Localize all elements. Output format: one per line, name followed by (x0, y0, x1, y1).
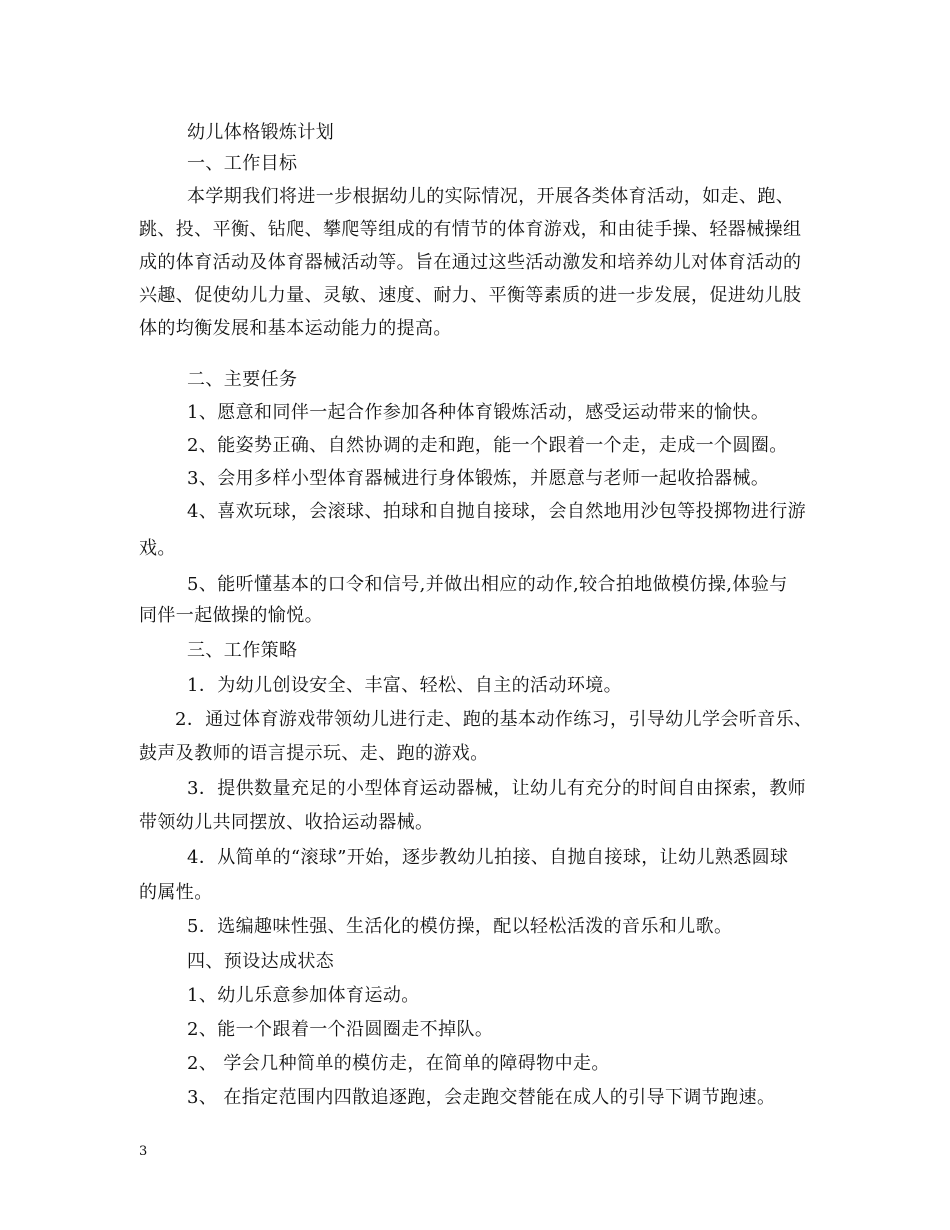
paragraph-line: 本学期我们将进一步根据幼儿的实际情况，开展各类体育活动，如走、跑、 (187, 186, 795, 207)
list-item: 3、会用多样小型体育器械进行身体锻炼，并愿意与老师一起收拾器械。 (187, 468, 770, 489)
list-item: 1．为幼儿创设安全、丰富、轻松、自主的活动环境。 (187, 675, 623, 696)
list-item: 1、幼儿乐意参加体育运动。 (187, 985, 420, 1006)
section-heading-outcomes: 四、预设达成状态 (187, 951, 335, 972)
paragraph-line: 体的均衡发展和基本运动能力的提高。 (139, 318, 452, 339)
list-item: 3．提供数量充足的小型体育运动器械，让幼儿有充分的时间自由探索，教师 (187, 778, 807, 799)
list-item: 4、喜欢玩球，会滚球、拍球和自抛自接球，会自然地用沙包等投掷物进行游 (187, 501, 807, 522)
list-item-continuation: 戏。 (139, 538, 176, 559)
section-heading-goals: 一、工作目标 (187, 153, 298, 174)
paragraph-line: 兴趣、促使幼儿力量、灵敏、速度、耐力、平衡等素质的进一步发展，促进幼儿肢 (139, 285, 802, 306)
section-heading-tasks: 二、主要任务 (187, 369, 298, 390)
list-item: 2、能一个跟着一个沿圆圈走不掉队。 (187, 1019, 494, 1040)
list-item-continuation: 的属性。 (139, 882, 213, 903)
list-item: 2、 学会几种简单的模仿走，在简单的障碍物中走。 (187, 1053, 610, 1074)
list-item-continuation: 同伴一起做操的愉悦。 (139, 605, 323, 626)
list-item: 2．通过体育游戏带领幼儿进行走、跑的基本动作练习，引导幼儿学会听音乐、 (175, 709, 813, 730)
document-title: 幼儿体格锻炼计划 (187, 122, 335, 143)
list-item: 5、能听懂基本的口令和信号,并做出相应的动作,较合拍地做模仿操,体验与 (187, 574, 788, 595)
list-item: 1、愿意和同伴一起合作参加各种体育锻炼活动，感受运动带来的愉快。 (187, 402, 770, 423)
list-item: 3、 在指定范围内四散追逐跑，会走跑交替能在成人的引导下调节跑速。 (187, 1087, 776, 1108)
section-heading-strategy: 三、工作策略 (187, 640, 298, 661)
list-item: 4．从简单的“滚球”开始，逐步教幼儿拍接、自抛自接球，让幼儿熟悉圆球 (187, 847, 789, 868)
list-item-continuation: 鼓声及教师的语言提示玩、走、跑的游戏。 (139, 743, 489, 764)
list-item: 2、能姿势正确、自然协调的走和跑，能一个跟着一个走，走成一个圆圈。 (187, 435, 788, 456)
list-item: 5．选编趣味性强、生活化的模仿操，配以轻松活泼的音乐和儿歌。 (187, 916, 733, 937)
paragraph-line: 成的体育活动及体育器械活动等。旨在通过这些活动激发和培养幼儿对体育活动的 (139, 252, 802, 273)
paragraph-line: 跳、投、平衡、钻爬、攀爬等组成的有情节的体育游戏，和由徒手操、轻器械操组 (139, 219, 802, 240)
page-number: 3 (139, 1144, 148, 1159)
list-item-continuation: 带领幼儿共同摆放、收拾运动器械。 (139, 812, 434, 833)
